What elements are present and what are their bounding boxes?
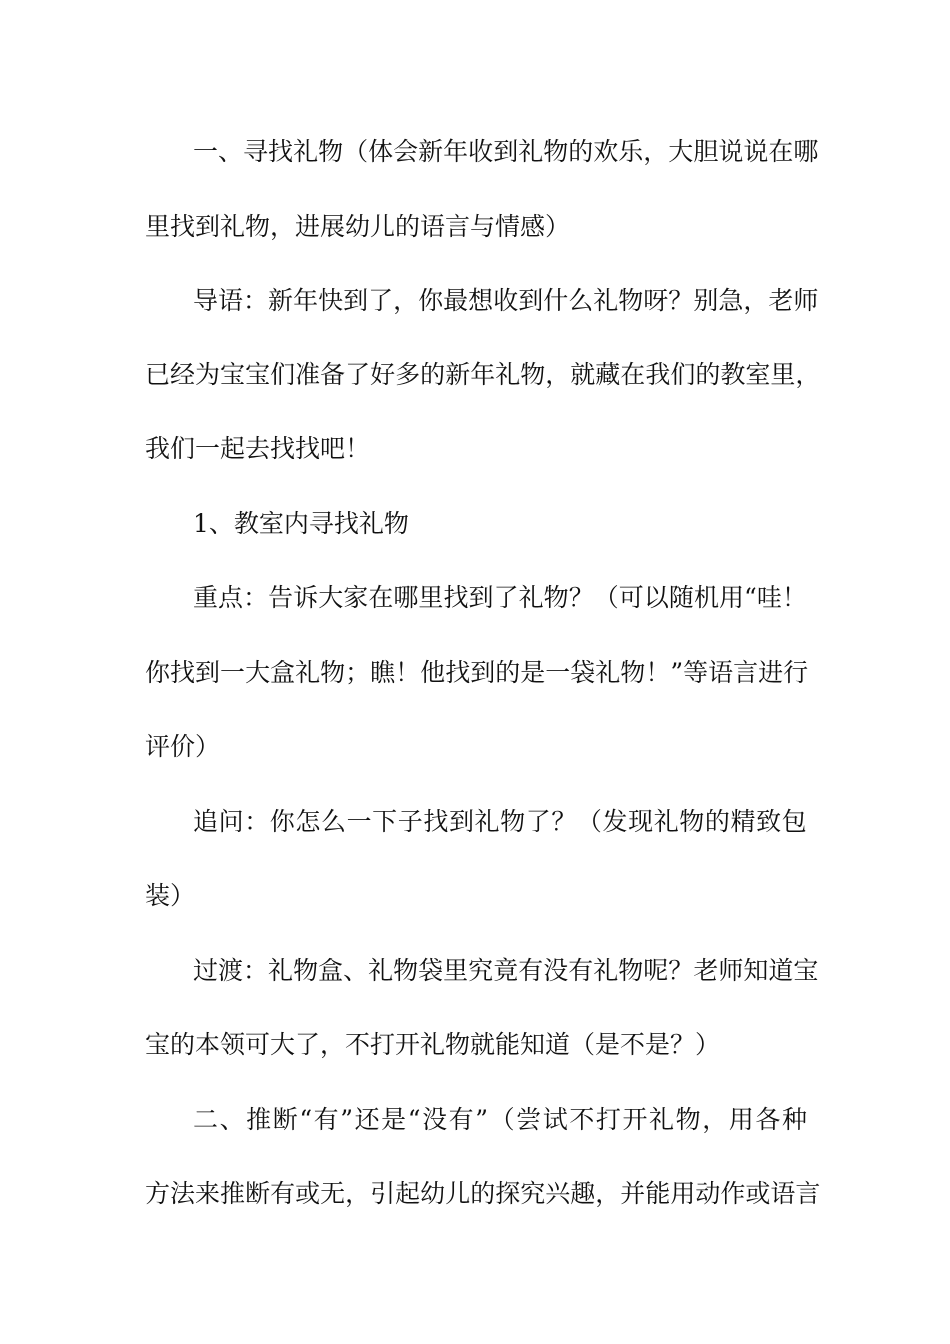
key-point-line-3: 评价） (145, 732, 221, 761)
step-one-heading: 1、教室内寻找礼物 (193, 509, 409, 538)
key-point-line-1: 重 点 ： 告 诉 大 家 在 哪 里 找 到 了 礼 物 ？ （ 可 以 随 机 用 “ 哇 ！ (193, 583, 807, 612)
intro-guide-line-1: 导 语 ： 新 年 快 到 了 ， 你 最 想 收 到 什 么 礼 物 呀 ？ 别 急 ， 老 师 (193, 286, 819, 315)
intro-guide-line-3: 我们一起去找找吧！ (145, 434, 371, 463)
follow-up-line-1: 追 问 ： 你 怎 么 一 下 子 找 到 礼 物 了 ？ （ 发 现 礼 物 的 精 致 包 (193, 807, 807, 836)
transition-line-2: 宝的本领可大了，不打开礼物就能知道（是不是？） (145, 1030, 721, 1059)
section-two-heading-line-2: 方 法 来 推 断 有 或 无 ， 引 起 幼 儿 的 探 究 兴 趣 ， 并 能 用 动 作 或 语 言 (145, 1179, 821, 1208)
intro-guide-line-2: 已 经 为 宝 宝 们 准 备 了 好 多 的 新 年 礼 物 ， 就 藏 在 我 们 的 教 室 里 ， (145, 360, 821, 389)
follow-up-line-2: 装） (145, 881, 196, 910)
key-point-line-2: 你 找 到 一 大 盒 礼 物 ； 瞧 ！ 他 找 到 的 是 一 袋 礼 物 ！ ” 等 语 言 进 行 (145, 658, 809, 687)
section-one-heading-line-1: 一 、 寻 找 礼 物 （ 体 会 新 年 收 到 礼 物 的 欢 乐 ， 大 胆 说 说 在 哪 (193, 137, 819, 166)
transition-line-1: 过 渡 ： 礼 物 盒 、 礼 物 袋 里 究 竟 有 没 有 礼 物 呢 ？ 老 师 知 道 宝 (193, 956, 819, 985)
section-one-heading-line-2: 里找到礼物，进展幼儿的语言与情感） (145, 212, 571, 241)
section-two-heading-line-1: 二 、 推 断 “ 有 ” 还 是 “ 没 有 ” （ 尝 试 不 打 开 礼 物 ， 用 各 种 (193, 1105, 807, 1134)
